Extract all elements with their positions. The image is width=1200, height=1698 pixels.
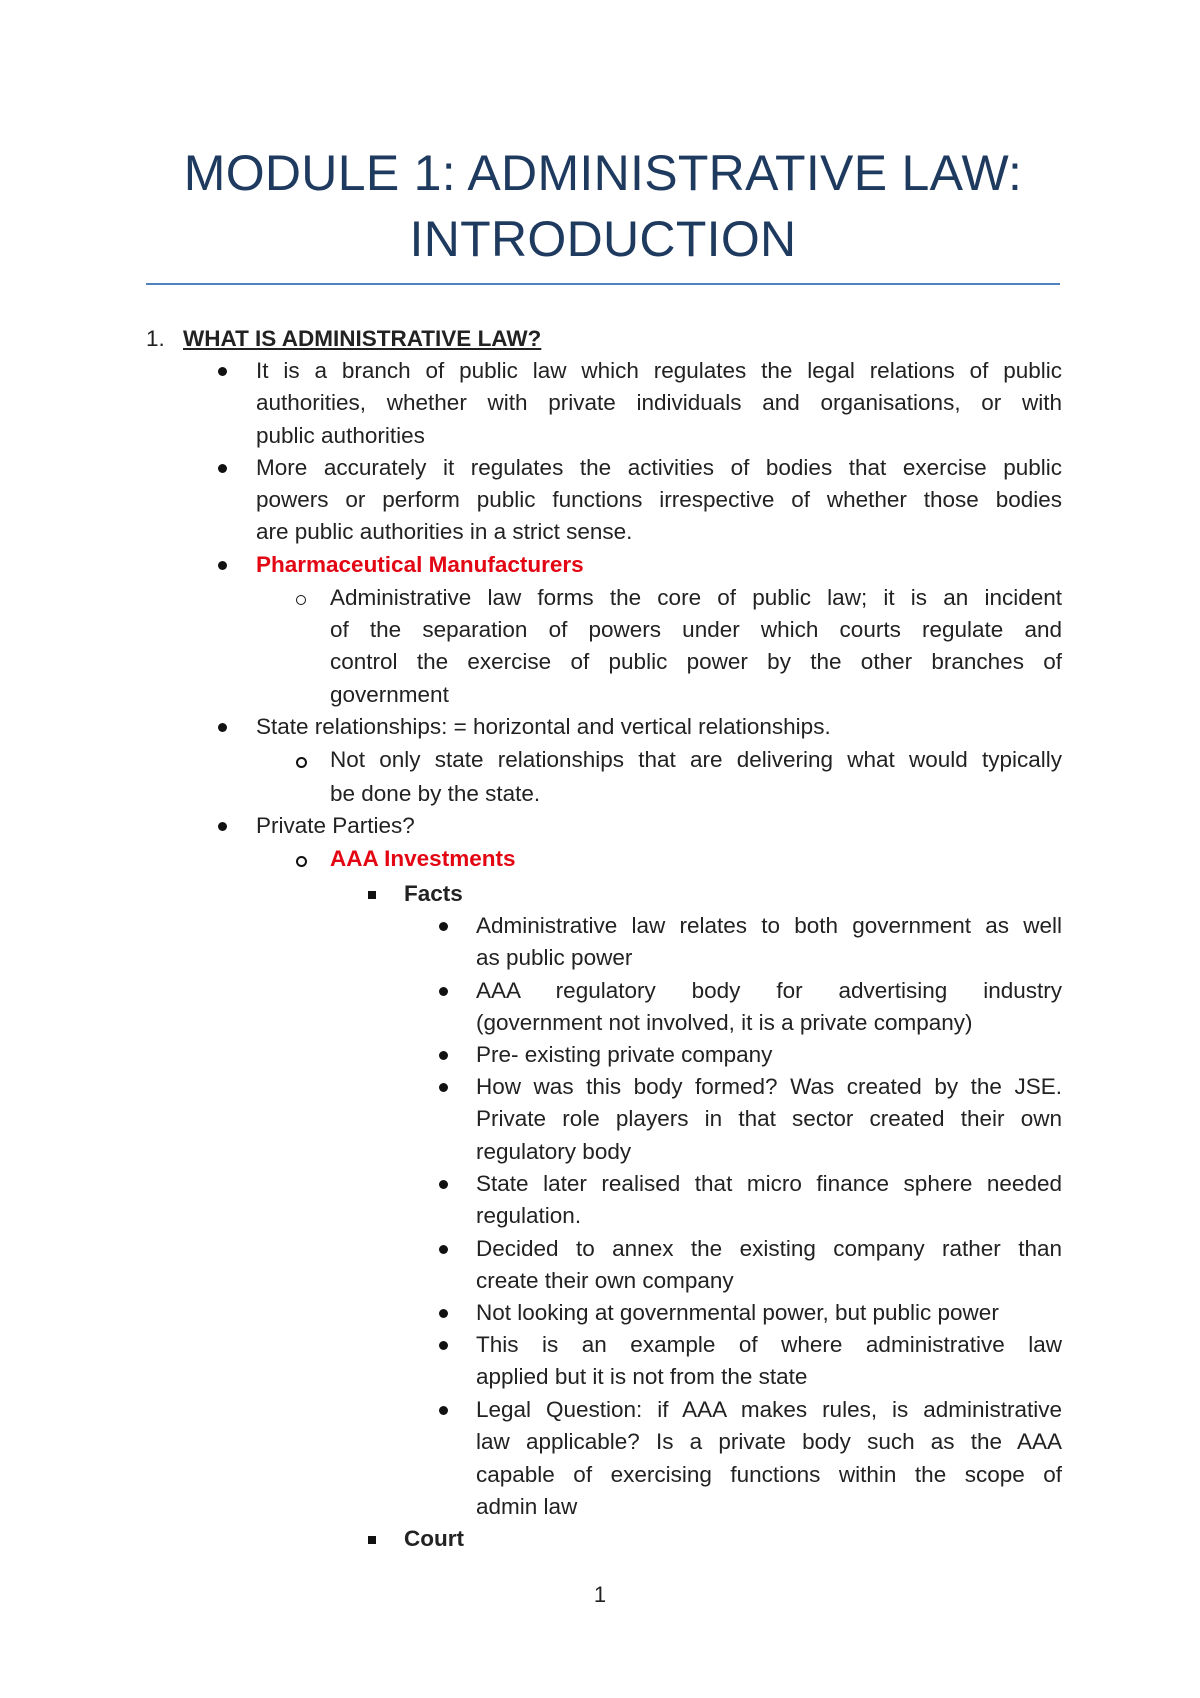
list-item: Administrative law relates to both government as well	[476, 913, 1062, 938]
list-item: Legal Question: if AAA makes rules, is administrative	[476, 1397, 1062, 1422]
list-item-cont: are public authorities in a strict sense.	[256, 519, 633, 544]
title-divider	[146, 283, 1060, 285]
square-bullet-icon	[368, 891, 376, 899]
page-title	[146, 140, 1060, 272]
case-name-aaa-investments: AAA Investments	[330, 846, 516, 871]
list-item-cont: create their own company	[476, 1268, 734, 1293]
list-item-cont: admin law	[476, 1494, 578, 1519]
list-item-cont: applied but it is not from the state	[476, 1364, 808, 1389]
list-item: Administrative law forms the core of public law; it is an incident	[330, 585, 1062, 610]
square-bullet-icon	[368, 1536, 376, 1544]
list-item-cont: control the exercise of public power by the other branches of	[330, 649, 1062, 674]
bullet-icon	[439, 1051, 448, 1060]
bullet-icon	[439, 1309, 448, 1318]
title-line-1: MODULE 1: ADMINISTRATIVE LAW:	[183, 145, 1023, 201]
bullet-icon	[439, 1245, 448, 1254]
list-item-cont: powers or perform public functions irrespective of whether those bodies	[256, 487, 1062, 512]
list-item: Decided to annex the existing company rather than	[476, 1236, 1062, 1261]
bullet-icon	[439, 1341, 448, 1350]
list-item: AAA regulatory body for advertising industry	[476, 978, 1062, 1003]
list-item: This is an example of where administrative law	[476, 1332, 1062, 1357]
bullet-icon	[218, 723, 227, 732]
list-item-cont: government	[330, 682, 449, 707]
list-item: Pre- existing private company	[476, 1042, 773, 1067]
list-item-cont: public authorities	[256, 423, 425, 448]
list-item-cont: of the separation of powers under which courts regulate and	[330, 617, 1062, 642]
hollow-bullet-icon	[296, 856, 307, 867]
subheading-facts: Facts	[404, 881, 463, 906]
list-item-cont: regulatory body	[476, 1139, 632, 1164]
case-name-pharmaceutical: Pharmaceutical Manufacturers	[256, 552, 584, 577]
bullet-icon	[218, 367, 227, 376]
list-item-cont: regulation.	[476, 1203, 582, 1228]
list-item-cont: capable of exercising functions within the scope of	[476, 1462, 1062, 1487]
subheading-court: Court	[404, 1526, 464, 1551]
list-item: How was this body formed? Was created by the JSE.	[476, 1074, 1062, 1099]
list-item-cont: Private role players in that sector created their own	[476, 1106, 1062, 1131]
hollow-bullet-icon	[296, 757, 307, 768]
bullet-icon	[439, 1406, 448, 1415]
bullet-icon	[218, 464, 227, 473]
section-number: 1.	[146, 326, 165, 351]
bullet-icon	[439, 922, 448, 931]
bullet-icon	[439, 1083, 448, 1092]
list-item: State relationships: = horizontal and vertical relationships.	[256, 714, 831, 739]
section-heading: WHAT IS ADMINISTRATIVE LAW?	[183, 326, 542, 351]
bullet-icon	[439, 1180, 448, 1189]
page-number: 1	[593, 1582, 607, 1607]
title-line-2: INTRODUCTION	[409, 211, 797, 267]
list-item-cont: (government not involved, it is a private company)	[476, 1010, 973, 1035]
list-item: It is a branch of public law which regulates the legal relations of public	[256, 358, 1062, 383]
bullet-icon	[218, 822, 227, 831]
bullet-icon	[218, 561, 227, 570]
list-item-cont: authorities, whether with private individuals and organisations, or with	[256, 390, 1062, 415]
list-item-cont: law applicable? Is a private body such as the AAA	[476, 1429, 1062, 1454]
list-item: Not only state relationships that are delivering what would typically	[330, 747, 1062, 772]
list-item: More accurately it regulates the activities of bodies that exercise public	[256, 455, 1062, 480]
hollow-bullet-icon	[296, 595, 306, 605]
bullet-icon	[439, 987, 448, 996]
list-item: Not looking at governmental power, but public power	[476, 1300, 999, 1325]
list-item-cont: as public power	[476, 945, 633, 970]
list-item: State later realised that micro finance sphere needed	[476, 1171, 1062, 1196]
list-item: Private Parties?	[256, 813, 415, 838]
list-item-cont: be done by the state.	[330, 781, 541, 806]
